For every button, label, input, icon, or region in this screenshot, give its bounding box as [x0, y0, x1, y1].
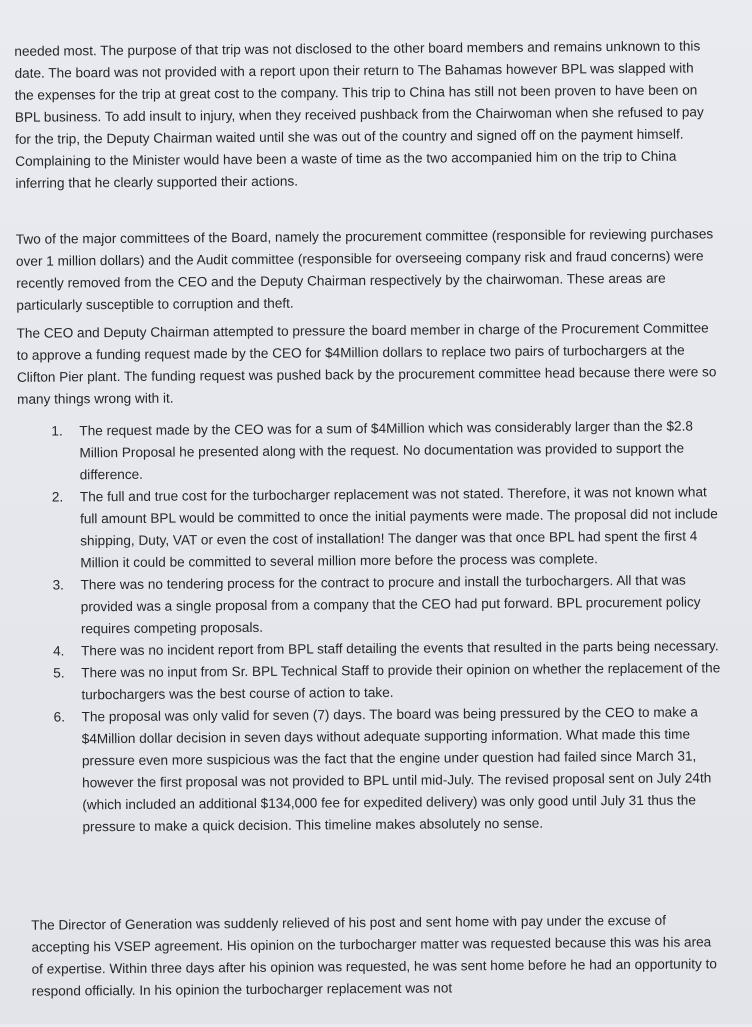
list-text: There was no tendering process for the contract to procure and install the turbochargers. All that was provided was a single proposal from a company that the CEO had put forward. BPL procurement policy requires competing proposals.: [80, 572, 701, 637]
list-number: 6.: [53, 709, 66, 725]
list-text: There was no incident report from BPL staff detailing the events that resulted in the parts being necessary.: [81, 638, 719, 659]
paragraph-director-of-generation: The Director of Generation was suddenly relieved of his post and sent home with pay under the excuse of accepting his VSEP agreement. His opinion on the turbocharger matter was requested because this was his area of expertise. Within three days after his opinion was requested, he was sent home before he had an opportunity to respond officially. In his opinion the turbocharger replacement was not: [31, 912, 718, 999]
list-item: [53, 657, 723, 706]
list-text: There was no input from Sr. BPL Technical Staff to provide their opinion on whether the replacement of the turbochargers was the best course of action to take.: [81, 660, 721, 703]
list-text: The request made by the CEO was for a sum of $4Million which was considerably larger than the $2.8 Million Proposal he presented along with the request. No documentation was provided to support the difference.: [79, 418, 693, 483]
list-number: 5.: [53, 665, 65, 681]
paragraph-committees: Two of the major committees of the Board, namely the procurement committee (responsible for reviewing purchases over 1 million dollars) and the Audit committee (responsible for overseeing company risk and fraud concerns) were recently removed from the CEO and the Deputy Chairman respectively by the chairwoman. These areas are particularly susceptible to corruption and theft.: [15, 226, 714, 313]
list-item: [52, 569, 722, 640]
list-item: [51, 415, 721, 486]
list-text: The proposal was only valid for seven (7) days. The board was being pressured by the CEO to make a $4Million dollar decision in seven days without adequate supporting information. What made this time pressure even more suspicious was the fact that the engine under question had failed since March 31, however the first proposal was not provided to BPL until mid-July. The revised proposal sent on July 24th (which included an additional $134,000 fee for expedited delivery) was only good until July 31 thus the pressure to make a quick decision. This timeline makes absolutely no sense.: [81, 704, 712, 835]
list-item: [54, 701, 725, 838]
list-number: 2.: [51, 489, 64, 505]
issues-list: [51, 415, 724, 838]
list-item: [52, 481, 723, 574]
list-number: 1.: [51, 423, 63, 439]
paragraph-funding-request: The CEO and Deputy Chairman attempted to pressure the board member in charge of the Procurement Committee to approve a funding request made by the CEO for $4Million dollars to replace two pairs of turbochargers at the Clifton Pier plant. The funding request was pushed back by the procurement committee head because there were so many things wrong with it.: [16, 320, 717, 407]
list-text: The full and true cost for the turbocharger replacement was not stated. Therefore, it was not known what full amount BPL would be committed to once the initial payments were made. The proposal did not include shipping, Duty, VAT or even the cost of installation! The danger was that once BPL had spent the first 4 Million it could be committed to several million more before the process was complete.: [79, 484, 718, 571]
list-number: 4.: [53, 643, 65, 659]
list-number: 3.: [52, 577, 64, 593]
paragraph-china-trip: needed most. The purpose of that trip was not disclosed to the other board members and remains unknown to this date. The board was not provided with a report upon their return to The Bahamas however BPL was slapped with the expenses for the trip at great cost to the company. This trip to China has still not been proven to have been on BPL business. To add insult to injury, when they received pushback from the Chairwoman when she refused to pay for the trip, the Deputy Chairman waited until she was out of the country and signed off on the payment himself. Complaining to the Minister would have been a waste of time as the two accompanied him on the trip to China inferring that he clearly supported their actions.: [14, 38, 704, 191]
